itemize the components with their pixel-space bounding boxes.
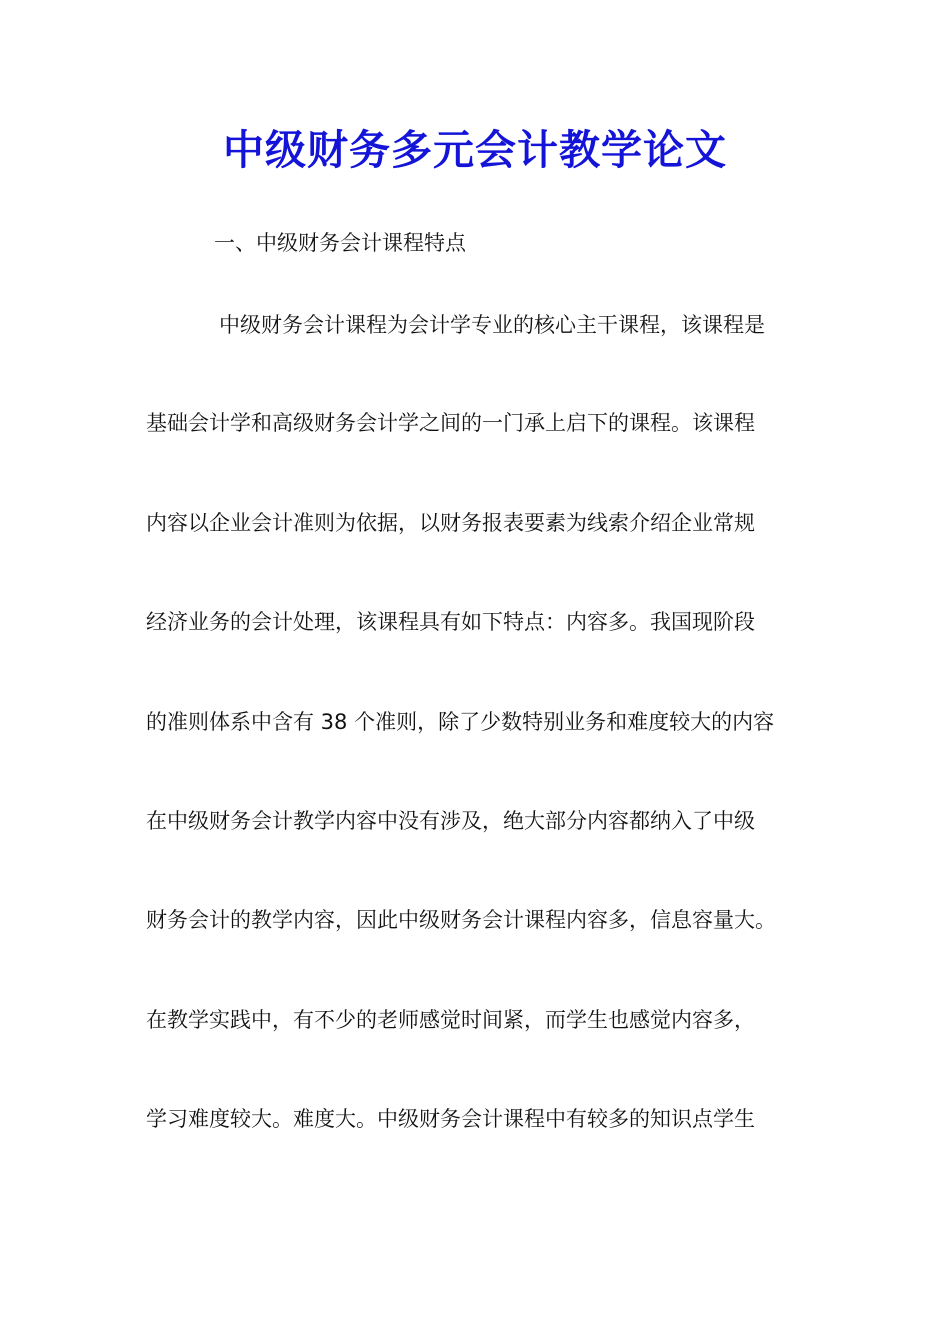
paragraph-line: 的准则体系中含有 38 个准则，除了少数特别业务和难度较大的内容 (146, 710, 775, 734)
paragraph-line: 中级财务会计课程为会计学专业的核心主干课程，该课程是 (219, 313, 765, 337)
paragraph-line: 基础会计学和高级财务会计学之间的一门承上启下的课程。该课程 (146, 411, 755, 435)
paragraph-line: 内容以企业会计准则为依据，以财务报表要素为线索介绍企业常规 (146, 511, 755, 535)
paragraph-line: 经济业务的会计处理，该课程具有如下特点：内容多。我国现阶段 (146, 610, 755, 634)
paragraph-line: 在教学实践中，有不少的老师感觉时间紧，而学生也感觉内容多， (146, 1008, 755, 1032)
paragraph-line: 学习难度较大。难度大。中级财务会计课程中有较多的知识点学生 (146, 1107, 755, 1131)
paragraph-line: 财务会计的教学内容，因此中级财务会计课程内容多，信息容量大。 (146, 908, 776, 932)
document-title: 中级财务多元会计教学论文 (223, 126, 727, 174)
paragraph-line: 在中级财务会计教学内容中没有涉及，绝大部分内容都纳入了中级 (146, 809, 755, 833)
section-heading: 一、中级财务会计课程特点 (214, 231, 466, 255)
